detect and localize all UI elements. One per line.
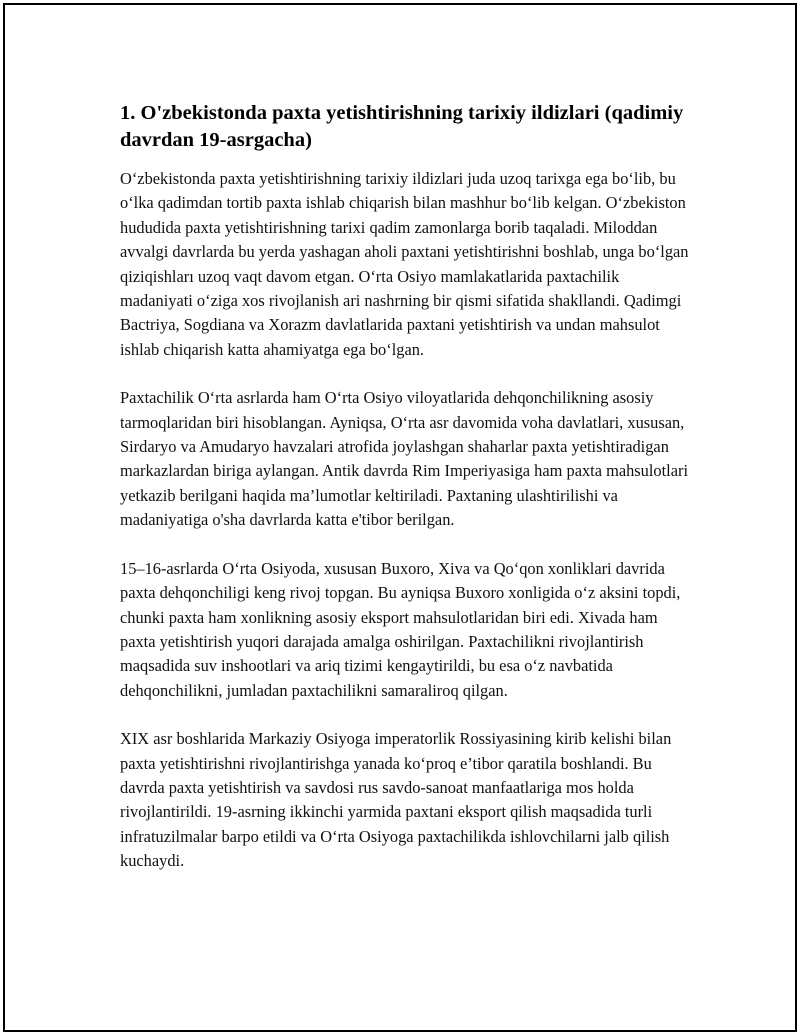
document-content [120,100,690,898]
paragraph-2: Paxtachilik O‘rta asrlarda ham O‘rta Osiyo viloyatlarida dehqonchilikning asosiy tarmoqlaridan biri hisoblangan. Ayniqsa, O‘rta asr davomida voha davlatlari, xususan, Sirdaryo va Amudaryo havzalari atrofida joylashgan shaharlar paxta yetishtiradigan markazlardan biriga aylangan. Antik davrda Rim Imperiyasiga ham paxta mahsulotlari yetkazib berilgani haqida ma’lumotlar keltiriladi. Paxtaning ulashtirilishi va madaniyatiga o'sha davrlarda katta e'tibor berilgan. [120,388,689,530]
page-frame [3,3,797,1032]
paragraph-4: XIX asr boshlarida Markaziy Osiyoga imperatorlik Rossiyasining kirib kelishi bilan paxta yetishtirishni rivojlantirishga yanada ko‘proq e’tibor qaratila boshlandi. Bu davrda paxta yetishtirish va savdosi rus savdo-sanoat manfaatlariga mos holda rivojlantirildi. 19-asrning ikkinchi yarmida paxtani eksport qilish maqsadida turli infratuzilmalar barpo etildi va O‘rta Osiyoga paxtachilikda ishlovchilarni jalb qilish kuchaydi. [120,729,672,871]
paragraph-1: O‘zbekistonda paxta yetishtirishning tarixiy ildizlari juda uzoq tarixga ega bo‘lib, bu o‘lka qadimdan tortib paxta ishlab chiqarish bilan mashhur bo‘lib kelgan. O‘zbekiston hududida paxta yetishtirishning tarixi qadim zamonlarga borib taqaladi. Miloddan avvalgi davrlarda bu yerda yashagan aholi paxtani yetishtirishni boshlab, unga bo‘lgan qiziqishları uzoq vaqt davom etgan. O‘rta Osiyo mamlakatlarida paxtachilik madaniyati o‘ziga xos rivojlanish ari nashrning bir qismi sifatida shakllandi. Qadimgi Bactriya, Sogdiana va Xorazm davlatlarida paxtani yetishtirish va undan mahsulot ishlab chiqarish katta ahamiyatga ega bo‘lgan. [120,169,689,359]
document-title: 1. O'zbekistonda paxta yetishtirishning tarixiy ildizlari (qadimiy davrdan 19-asrgacha) [120,102,684,151]
paragraph-3: 15–16-asrlarda O‘rta Osiyoda, xususan Buxoro, Xiva va Qo‘qon xonliklari davrida paxta dehqonchiligi keng rivoj topgan. Bu ayniqsa Buxoro xonligida o‘z aksini topdi, chunki paxta ham xonlikning asosiy eksport mahsulotlaridan biri edi. Xivada ham paxta yetishtirish yuqori darajada amalga oshirilgan. Paxtachilikni rivojlantirish maqsadida suv inshootlari va ariq tizimi kengaytirildi, bu esa o‘z navbatida dehqonchilikni, jumladan paxtachilikni samaraliroq qilgan. [120,558,681,700]
